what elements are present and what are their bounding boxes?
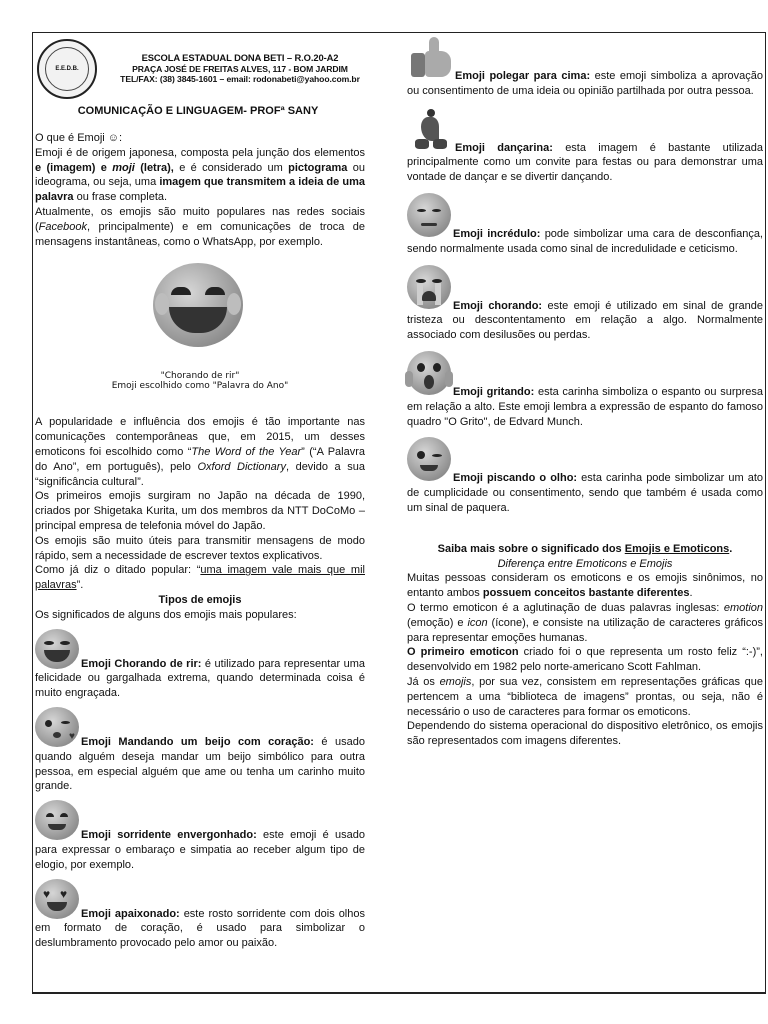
seal-text: E.E.D.B. [45, 47, 89, 91]
saiba-paragraph-4: Já os emojis, por sua vez, consistem em representações gráficas que pertencem a uma “biblioteca de imagens” prontas, ou seja, não é necessário o uso de caracteres para formar os emoticons. [407, 675, 763, 718]
bottom-border-line [32, 992, 766, 994]
tipos-subtitle: Os significados de alguns dos emojis mais populares: [35, 608, 297, 621]
left-emoji-entry: Emoji sorridente envergonhado: este emoji é usado para expressar o embaraço e simpatia ao receber algum tipo de elogio, por exemplo. [35, 800, 365, 872]
right-emoji-entry: Emoji incrédulo: pode simbolizar uma cara de desconfiança, sendo normalmente usada como sinal de incredulidade e ceticismo. [407, 193, 763, 257]
screaming-face-emoji-icon [407, 351, 451, 395]
intro-paragraph-1: Emoji é de origem japonesa, composta pela junção dos elementos e (imagem) e moji (letra), e é considerado um pictograma ou ideograma, ou seja, uma imagem que transmitem a ideia de uma palavra ou frase completa. [35, 146, 366, 204]
left-emoji-entry: ♥ Emoji Mandando um beijo com coração: é usado quando alguém deseja mandar um beijo simbólico para outra pessoa, em especial alguém que ame ou tenha um carinho muito grande. [35, 707, 365, 794]
kiss-heart-emoji-icon: ♥ [35, 707, 79, 747]
saiba-title: Saiba mais sobre o significado dos Emojis e Emoticons. [437, 542, 733, 555]
thumbs-up-icon [407, 35, 453, 79]
intro-paragraph-2: Atualmente, os emojis são muito populares nas redes sociais (Facebook, principalmente) e em comunicações de troca de mensagens instantâneas, como o WhatsApp, por exemplo. [35, 205, 365, 248]
featured-emoji-caption-2: Emoji escolhido como "Palavra do Ano" [111, 381, 289, 392]
left-emoji-entry: Emoji Chorando de rir: é utilizado para representar uma felicidade ou gargalhada extrema, quando determinada coisa é muito engraçada. [35, 629, 365, 701]
featured-emoji-figure [35, 249, 365, 415]
intro-paragraph-6: Como já diz o ditado popular: “uma imagem vale mais que mil palavras”. [35, 564, 365, 592]
right-emoji-entry: Emoji polegar para cima: este emoji simboliza a aprovação ou consentimento de uma ideia ou opinião partilhada por outra pessoa. [407, 35, 763, 99]
saiba-paragraph-1: Muitas pessoas consideram os emoticons e os emojis sinônimos, no entanto ambos possuem conceitos bastante diferentes. [407, 572, 763, 600]
heart-eyes-emoji-icon: ♥ ♥ [35, 879, 79, 919]
intro-paragraph-4: Os primeiros emojis surgiram no Japão na década de 1990, criados por Shigetaka Kurita, um dos membros da NTT DoCoMo – principal empresa de telefonia móvel do Japão. [35, 490, 365, 532]
saiba-paragraph-3: O primeiro emoticon criado foi o que representa um rosto feliz “:-)”, desenvolvido em 1982 pelo norte-americano Scott Fahlman. [407, 646, 763, 674]
blushing-smile-emoji-icon [35, 800, 79, 840]
school-seal-icon [37, 39, 97, 99]
tipos-title: Tipos de emojis [158, 593, 242, 606]
laughing-tears-emoji-icon [35, 629, 79, 669]
worksheet-page [32, 32, 766, 994]
right-emoji-entry: Emoji chorando: este emoji é utilizado em sinal de grande tristeza ou descontentamento em relação a algo. Normalmente associado com desilusões ou perdas. [407, 265, 763, 343]
saiba-paragraph-2: O termo emoticon é a aglutinação de duas palavras inglesas: emotion (emoção) e icon (ícone), e consiste na utilização de caracteres gráficos para representar emoções humanas. [407, 601, 763, 644]
featured-emoji-caption-1: "Chorando de rir" [160, 371, 240, 382]
school-address: PRAÇA JOSÉ DE FREITAS ALVES, 117 - BOM JARDIM [132, 63, 348, 74]
right-column [407, 35, 763, 749]
saiba-paragraph-5: Dependendo do sistema operacional do dispositivo eletrônico, os emojis são representados com imagens diferentes. [407, 720, 763, 748]
saiba-subtitle: Diferença entre Emoticons e Emojis [497, 557, 673, 570]
right-emoji-entry: Emoji dançarina: esta imagem é bastante utilizada principalmente como um convite para festas ou para demonstrar uma vontade de dançar e se divertir dançando. [407, 107, 763, 185]
subject-title: COMUNICAÇÃO E LINGUAGEM- PROFª SANY [77, 105, 319, 117]
right-emoji-entry: Emoji piscando o olho: esta carinha pode simbolizar um ato de cumplicidade ou consentimento, sendo que também é usada como um sinal de paquera. [407, 437, 763, 515]
intro-question: O que é Emoji ☺: [35, 132, 123, 144]
right-emoji-entry: Emoji gritando: esta carinha simboliza o espanto ou surpresa em relação a alto. Este emoji lembra a expressão de espanto do famoso quadro "O Grito", de Edvard Munch. [407, 351, 763, 429]
school-contact: TEL/FAX: (38) 3845-1601 – email: rodonabeti@yahoo.com.br [120, 74, 360, 84]
skeptical-face-emoji-icon [407, 193, 451, 237]
school-name: ESCOLA ESTADUAL DONA BETI – R.O.20-A2 [141, 52, 339, 63]
crying-face-emoji-icon [407, 265, 451, 309]
school-header [35, 37, 365, 97]
dancer-icon [407, 107, 453, 151]
laughing-tears-emoji-icon [153, 263, 243, 347]
intro-paragraph-5: Os emojis são muito úteis para transmitir mensagens de modo rápido, sem a necessidade de escrever textos explicativos. [35, 534, 365, 562]
left-column [35, 131, 365, 951]
left-emoji-entry: ♥ ♥ Emoji apaixonado: este rosto sorridente com dois olhos em formato de coração, é usado para simbolizar o deslumbramento provocado pelo amor ou paixão. [35, 879, 365, 951]
intro-paragraph-3: A popularidade e influência dos emojis é tão importante nas comunicações contemporâneas que, em 2015, um desses emoticons foi escolhido como “The Word of the Year” (“A Palavra do Ano”, em português), pelo Oxford Dictionary, devido a sua “significância cultural”. [35, 416, 365, 488]
